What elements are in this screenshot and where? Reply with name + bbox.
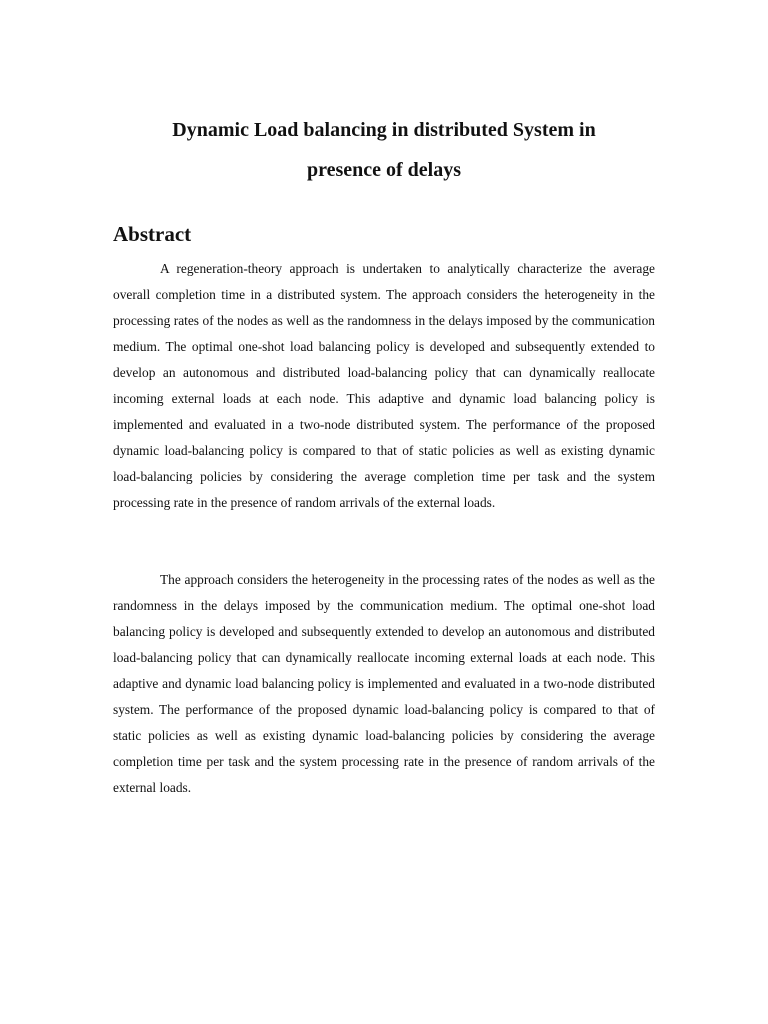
document-title-line-2: presence of delays [306, 159, 462, 181]
abstract-paragraph-1: A regeneration-theory approach is undertaken to analytically characterize the average overall completion time in a distributed system. The approach considers the heterogeneity in the processing rates of the nodes as well as the randomness in the delays imposed by the communication medium. The optimal one-shot load balancing policy is developed and subsequently extended to develop an autonomous and distributed load-balancing policy that can dynamically reallocate incoming external loads at each node. This adaptive and dynamic load balancing policy is implemented and evaluated in a two-node distributed system. The performance of the proposed dynamic load-balancing policy is compared to that of static policies as well as existing dynamic load-balancing policies by considering the average completion time per task and the system processing rate in the presence of random arrivals of the external loads. [113, 261, 655, 510]
abstract-paragraph-2: The approach considers the heterogeneity in the processing rates of the nodes as well as the randomness in the delays imposed by the communication medium. The optimal one-shot load balancing policy is developed and subsequently extended to develop an autonomous and distributed load-balancing policy that can dynamically reallocate incoming external loads at each node. This adaptive and dynamic load balancing policy is implemented and evaluated in a two-node distributed system. The performance of the proposed dynamic load-balancing policy is compared to that of static policies as well as existing dynamic load-balancing policies by considering the average completion time per task and the system processing rate in the presence of random arrivals of the external loads. [113, 572, 655, 795]
document-title-line-1: Dynamic Load balancing in distributed System in [172, 119, 596, 141]
abstract-heading: Abstract [113, 222, 192, 246]
